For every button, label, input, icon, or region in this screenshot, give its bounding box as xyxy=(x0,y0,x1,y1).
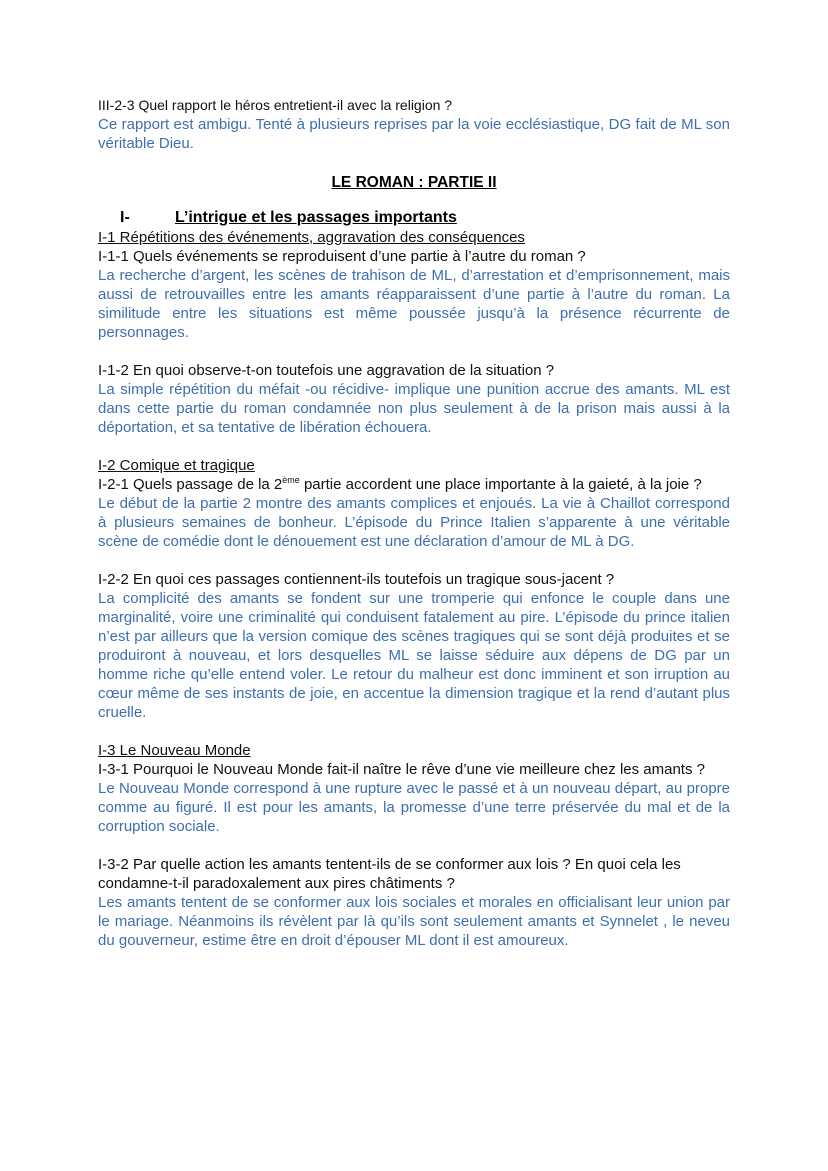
question-text: I-1-2 En quoi observe-t-on toutefois une aggravation de la situation ? xyxy=(98,362,555,379)
document-content xyxy=(98,96,730,950)
question-text: I-1-1 Quels événements se reproduisent d’une partie à l’autre du roman ? xyxy=(98,248,586,265)
section-number: I- xyxy=(120,209,130,226)
question-text: I-3-1 Pourquoi le Nouveau Monde fait-il naître le rêve d’une vie meilleure chez les amants ? xyxy=(98,761,705,778)
answer-text: La complicité des amants se fondent sur une tromperie qui enfonce le couple dans une marginalité, voire une criminalité qui conduisent fatalement au pire. L’épisode du prince italien n’est par ailleurs que la version comique des scènes tragiques qui se sont déjà produites et se produiront à nouveau, et lors desquelles ML se laisse séduire aux dépens de DG par un homme riche qu’elle entend voler. Le retour du malheur est donc imminent et son irruption au cœur même de ses instants de joie, en accentue la dimension tragique et la rend d’autant plus cruelle. xyxy=(98,590,730,721)
answer-text: Les amants tentent de se conformer aux lois sociales et morales en officialisant leur union par le mariage. Néanmoins ils révèlent par là qu’ils sont seulement amants et Synnelet , le neveu du gouverneur, estime être en droit d’épouser ML dont il est amoureux. xyxy=(98,894,730,949)
subsection-heading: I-3 Le Nouveau Monde xyxy=(98,742,251,759)
question-text: I-3-2 Par quelle action les amants tentent-ils de se conformer aux lois ? En quoi cela les condamne-t-il paradoxalement aux pires châtiments ? xyxy=(98,856,681,892)
question-text-start: I-2-1 Quels passage de la 2 xyxy=(98,476,283,493)
answer-text: Le Nouveau Monde correspond à une rupture avec le passé et à un nouveau départ, au propre comme au figuré. Il est pour les amants, la promesse d’une terre préservée du mal et de la corruption sociale. xyxy=(98,780,730,835)
subsection-heading: I-2 Comique et tragique xyxy=(98,457,255,474)
subsection-heading: I-1 Répétitions des événements, aggravation des conséquences xyxy=(98,229,525,246)
page-title: LE ROMAN : PARTIE II xyxy=(331,174,497,191)
superscript: ème xyxy=(282,475,300,485)
answer-text: Le début de la partie 2 montre des amants complices et enjoués. La vie à Chaillot correspond à plusieurs semaines de bonheur. L’épisode du Prince Italien s’apparente à une véritable scène de comédie dont le dénouement est une déclaration d’amour de ML à DG. xyxy=(98,495,730,550)
question-text-end: partie accordent une place importante à la gaieté, à la joie ? xyxy=(299,476,702,493)
question-text: I-2-2 En quoi ces passages contiennent-ils toutefois un tragique sous-jacent ? xyxy=(98,571,615,588)
answer-text: La simple répétition du méfait -ou récidive- implique une punition accrue des amants. ML est dans cette partie du roman condamnée non plus seulement à de la prison mais aussi à la déportation, et sa tentative de libération échouera. xyxy=(98,381,730,436)
answer-text: La recherche d’argent, les scènes de trahison de ML, d’arrestation et d’emprisonnement, mais aussi de retrouvailles entre les amants réapparaissent d’une partie à l’autre du roman. La similitude entre les situations est même poussée jusqu’à la présence récurrente de personnages. xyxy=(98,267,730,341)
question-text: III-2-3 Quel rapport le héros entretient-il avec la religion ? xyxy=(98,97,453,113)
question-text xyxy=(98,475,730,494)
section-title: L’intrigue et les passages importants xyxy=(175,209,457,226)
section-heading xyxy=(98,208,730,228)
answer-text: Ce rapport est ambigu. Tenté à plusieurs reprises par la voie ecclésiastique, DG fait de ML son véritable Dieu. xyxy=(98,116,730,152)
